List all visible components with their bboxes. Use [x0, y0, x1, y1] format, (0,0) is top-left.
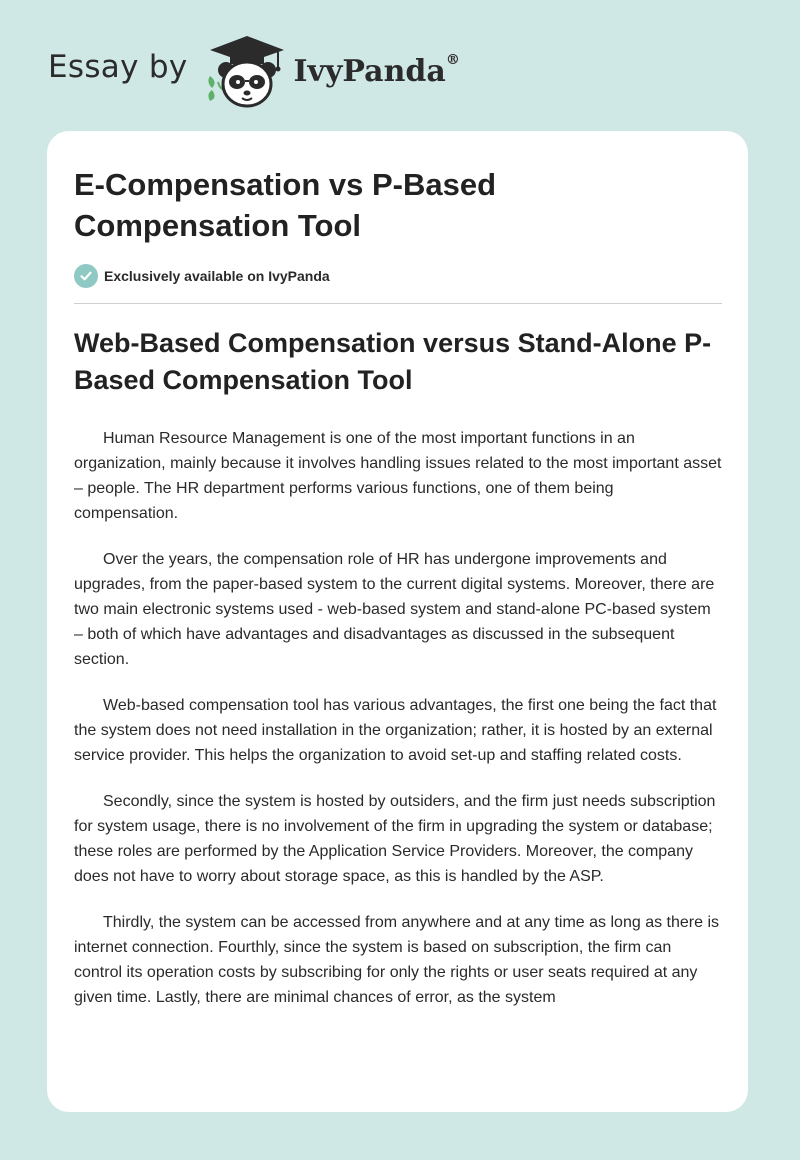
brand-name[interactable]: IvyPanda® — [293, 51, 460, 89]
paragraph: Thirdly, the system can be accessed from anywhere and at any time as long as there is internet connection. Fourthly, since the system is based on subscription, the firm can control its operation costs by subscribing for only the rights or user seats required at any given time. Lastly, there are minimal chances of error, as the system — [74, 914, 719, 1006]
divider — [74, 303, 722, 304]
check-circle-icon — [74, 264, 98, 288]
essay-card — [47, 131, 748, 1112]
panda-graduate-icon[interactable] — [204, 30, 290, 110]
paragraph: Human Resource Management is one of the most important functions in an organization, mainly because it involves handling issues related to the most important asset – people. The HR department performs various functions, one of them being compensation. — [74, 430, 722, 522]
section-heading: Web-Based Compensation versus Stand-Alone P-Based Compensation Tool — [74, 328, 712, 395]
exclusive-badge — [74, 264, 330, 288]
paragraph: Secondly, since the system is hosted by outsiders, and the firm just needs subscription for system usage, there is no involvement of the firm in upgrading the system or database; these roles are performed by the Application Service Providers. Moreover, the company does not have to worry about storage space, as this is handled by the ASP. — [74, 793, 716, 885]
page-title: E-Compensation vs P-Based Compensation Tool — [74, 167, 497, 243]
paragraph: Over the years, the compensation role of HR has undergone improvements and upgrades, from the paper-based system to the current digital systems. Moreover, there are two main electronic systems used - web-based system and stand-alone PC-based system – both of which have advantages and disadvantages as discussed in the subsequent section. — [74, 551, 715, 668]
site-header — [48, 30, 460, 110]
paragraph: Web-based compensation tool has various advantages, the first one being the fact that the system does not need installation in the organization; rather, it is hosted by an external service provider. This helps the organization to avoid set-up and staffing related costs. — [74, 697, 717, 764]
essay-body — [74, 426, 722, 1031]
badge-label: Exclusively available on IvyPanda — [104, 268, 330, 284]
essay-by-label: Essay by — [48, 49, 188, 85]
